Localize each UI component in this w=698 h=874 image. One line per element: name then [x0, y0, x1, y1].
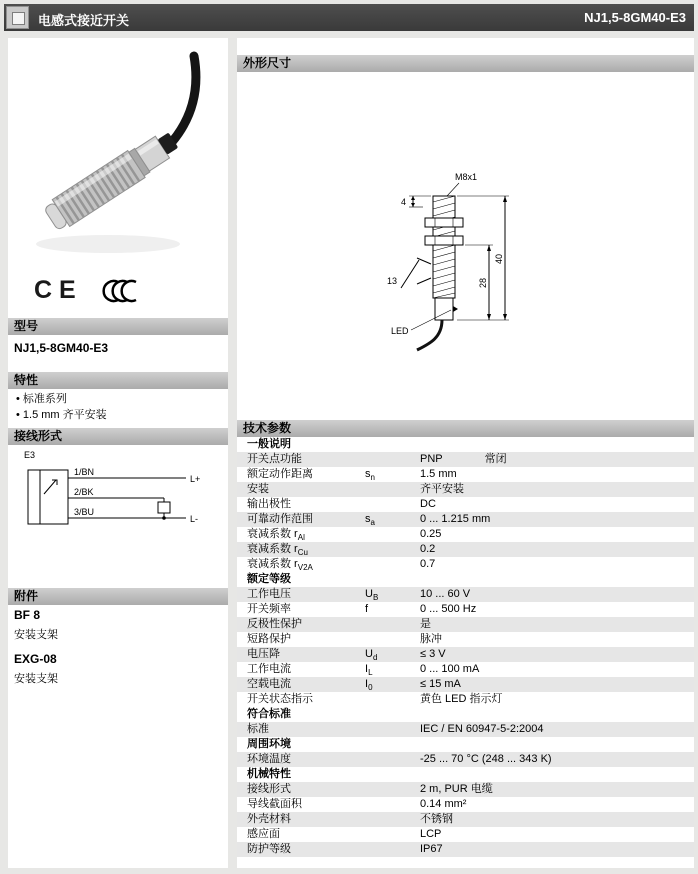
tech-row [237, 482, 694, 497]
section-header-model: 型号 [8, 318, 228, 335]
tech-row-symbol [365, 722, 420, 737]
tech-row-symbol [365, 527, 420, 542]
tech-row-value: 0 ... 100 mA [420, 663, 480, 675]
tech-row-symbol [365, 692, 420, 707]
tech-table [237, 437, 694, 857]
thread-size-label: M8x1 [455, 172, 478, 182]
tech-row-value: LCP [420, 828, 442, 840]
tech-row-label: 工作电流 [247, 663, 291, 675]
tech-row-value: 齐平安装 [420, 483, 464, 495]
tech-row-symbol [365, 827, 420, 842]
tech-row-label: 输出极性 [247, 498, 291, 510]
tech-row-value: 0 ... 500 Hz [420, 603, 477, 615]
accessory-desc: 安装支架 [14, 629, 58, 641]
tech-row-label: 可靠动作范围 [247, 513, 313, 525]
tech-group-label: 机械特性 [247, 768, 291, 780]
tech-row-value: 黄色 LED 指示灯 [420, 693, 503, 705]
tech-row-value: 是 [420, 618, 431, 630]
accessory-name: BF 8 [14, 608, 41, 622]
tech-row-symbol: $s_a$ [365, 513, 375, 528]
tech-row-value: 不锈钢 [420, 813, 453, 825]
dim-front-label: 4 [401, 197, 407, 207]
tech-row [237, 467, 694, 482]
tech-row [237, 632, 694, 647]
tech-row-label: 开关频率 [247, 603, 291, 615]
tech-row [237, 722, 694, 737]
tech-row-symbol: $I_L$ [365, 663, 373, 678]
tech-row-label: 额定动作距离 [247, 468, 313, 480]
wiring-diagram [14, 446, 222, 576]
tech-row [237, 812, 694, 827]
tech-row-symbol: f [365, 603, 369, 615]
tech-row-symbol [365, 782, 420, 797]
tech-group-label: 符合标准 [247, 708, 291, 720]
tech-row-symbol [365, 842, 420, 857]
tech-row [237, 692, 694, 707]
feature-item: • 标准系列 [16, 391, 107, 407]
tech-group-label: 额定等级 [247, 573, 291, 585]
ccc-mark-icon [100, 276, 148, 311]
tech-row-value2: 常闭 [484, 453, 507, 465]
tech-row-label: 感应面 [247, 828, 280, 840]
right-column [237, 38, 694, 868]
tech-row-value: -25 ... 70 °C (248 ... 343 K) [420, 753, 552, 765]
tech-group-header [237, 572, 694, 587]
page-header [4, 4, 694, 31]
tech-row [237, 542, 694, 557]
product-photo [8, 46, 228, 271]
tech-row [237, 797, 694, 812]
tech-row-value: 10 ... 60 V [420, 588, 471, 600]
tech-row-value: 0 ... 1.215 mm [420, 513, 491, 525]
tech-row-symbol: $U_B$ [365, 588, 379, 603]
feature-item: • 1.5 mm 齐平安装 [16, 407, 107, 423]
tech-row-symbol [365, 617, 420, 632]
tech-row [237, 647, 694, 662]
tech-row-label: 标准 [247, 723, 269, 735]
tech-row-value: 脉冲 [420, 633, 442, 645]
tech-row-value: 0.14 mm² [420, 798, 467, 810]
terminal-label: 3/BU [74, 507, 95, 517]
tech-row-value: 2 m, PUR 电缆 [420, 783, 493, 795]
features-list [16, 391, 107, 423]
tech-row-label: 衰减系数 $r_{Al}$ [247, 528, 305, 542]
tech-row-value: 0.25 [420, 528, 442, 540]
tech-group-label: 一般说明 [247, 438, 291, 450]
terminal-label: 2/BK [74, 487, 94, 497]
tech-row-label: 安装 [247, 483, 269, 495]
left-column [8, 38, 228, 868]
tech-row-value: IP67 [420, 843, 443, 855]
tech-row [237, 557, 694, 572]
tech-row-label: 电压降 [247, 648, 280, 660]
tech-row-value: ≤ 15 mA [420, 678, 461, 690]
tech-row-label: 短路保护 [247, 633, 291, 645]
tech-row-value: ≤ 3 V [420, 648, 446, 660]
tech-group-header [237, 737, 694, 752]
tech-row-label: 空载电流 [247, 678, 291, 690]
tech-row-symbol [365, 542, 420, 557]
tech-row-symbol [365, 752, 420, 767]
tech-row-symbol: $U_d$ [365, 648, 378, 663]
tech-row [237, 452, 694, 467]
terminal-label: 1/BN [74, 467, 95, 477]
tech-row-symbol [365, 497, 420, 512]
tech-row [237, 617, 694, 632]
tech-row-value: IEC / EN 60947-5-2:2004 [420, 723, 544, 735]
tech-row-value: 0.2 [420, 543, 436, 555]
tech-row-label: 衰减系数 $r_{Cu}$ [247, 543, 308, 557]
accessory-desc: 安装支架 [14, 673, 58, 685]
tech-row [237, 677, 694, 692]
tech-row-label: 防护等级 [247, 843, 291, 855]
page-title: 电感式接近开关 [38, 13, 130, 28]
tech-row-label: 工作电压 [247, 588, 291, 600]
section-header-features: 特性 [8, 372, 228, 389]
tech-row-value: 0.7 [420, 558, 436, 570]
dimension-drawing [237, 78, 694, 418]
tech-row-label: 反极性保护 [247, 618, 302, 630]
section-header-wiring: 接线形式 [8, 428, 228, 445]
tech-row-label: 衰减系数 $r_{V2A}$ [247, 558, 313, 572]
tech-row-symbol [365, 632, 420, 647]
tech-row-symbol [365, 557, 420, 572]
tech-row-label: 环境温度 [247, 753, 291, 765]
tech-row [237, 497, 694, 512]
model-value: NJ1,5-8GM40-E3 [14, 341, 109, 355]
tech-row-label: 开关点功能 [247, 453, 302, 465]
section-header-accessories: 附件 [8, 588, 228, 605]
tech-row-label: 外壳材料 [247, 813, 291, 825]
tech-row-value: PNP 常闭 [420, 453, 507, 465]
wiring-variant-label: E3 [24, 450, 36, 460]
tech-group-header [237, 707, 694, 722]
led-label: LED [391, 326, 409, 336]
tech-row [237, 512, 694, 527]
dim-inner-label: 28 [478, 277, 488, 288]
tech-row-symbol: $s_n$ [365, 468, 375, 483]
section-header-dimensions: 外形尺寸 [237, 55, 694, 72]
tech-row-label: 导线截面积 [247, 798, 302, 810]
tech-row-label: 接线形式 [247, 783, 291, 795]
tech-row-symbol [365, 452, 420, 467]
tech-row [237, 752, 694, 767]
tech-row-value: 1.5 mm [420, 468, 457, 480]
tech-group-header [237, 437, 694, 452]
tech-row-label: 开关状态指示 [247, 693, 313, 705]
dim-total-label: 40 [494, 253, 504, 264]
tech-row [237, 662, 694, 677]
tech-row-symbol [365, 812, 420, 827]
tech-group-header [237, 767, 694, 782]
product-category-icon [6, 6, 29, 29]
accessory-name: EXG-08 [14, 652, 57, 666]
tech-row-value: DC [420, 498, 436, 510]
wrench-size-label: 13 [387, 276, 398, 286]
supply-plus-label: L+ [190, 474, 201, 484]
tech-row-symbol [365, 797, 420, 812]
tech-group-label: 周围环境 [247, 738, 291, 750]
tech-row-symbol: $I_0$ [365, 678, 373, 693]
sensor-photo-illustration [8, 46, 228, 271]
ce-mark-icon: CE [34, 276, 83, 304]
tech-row [237, 782, 694, 797]
supply-minus-label: L- [190, 514, 199, 524]
section-header-technical-data: 技术参数 [237, 420, 694, 437]
accessories-list [14, 608, 58, 686]
tech-row [237, 527, 694, 542]
tech-row [237, 842, 694, 857]
tech-row [237, 587, 694, 602]
tech-row [237, 827, 694, 842]
tech-row [237, 602, 694, 617]
tech-row-symbol [365, 482, 420, 497]
product-number: NJ1,5-8GM40-E3 [584, 10, 686, 25]
